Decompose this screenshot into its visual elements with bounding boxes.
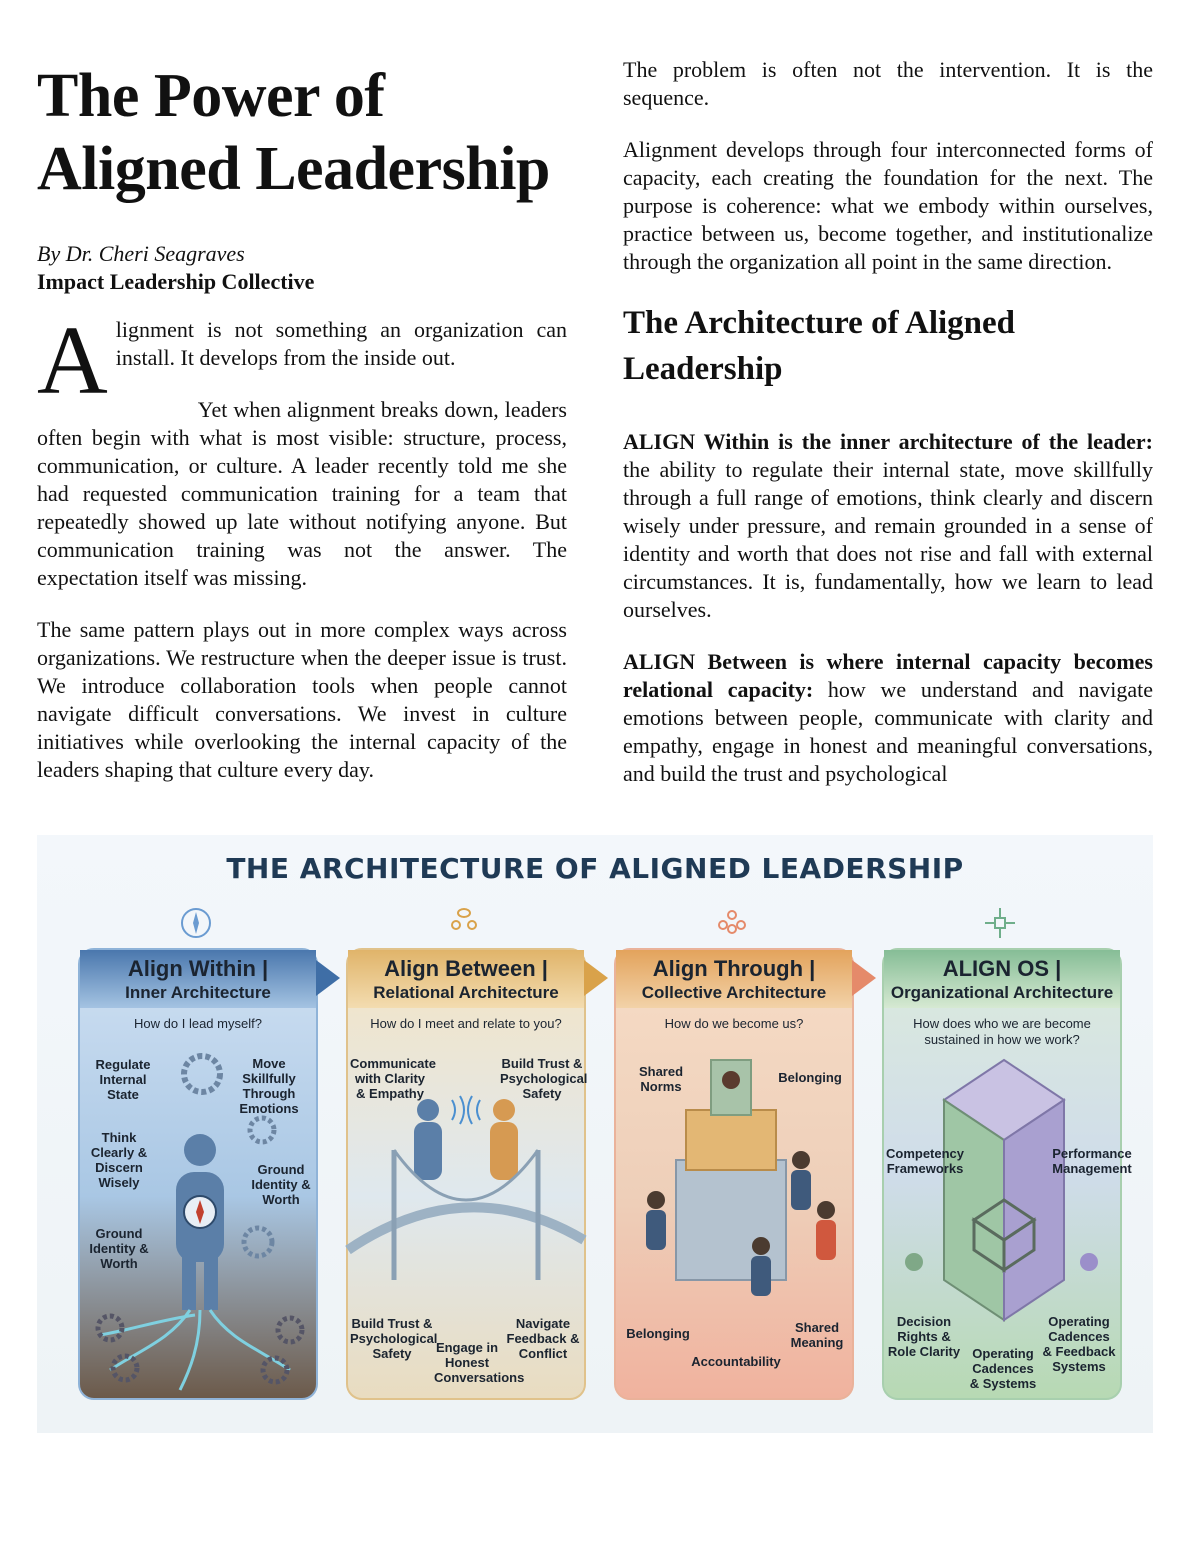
paragraph-intro	[37, 307, 567, 415]
label-shared-meaning: Shared Meaning	[790, 1320, 844, 1350]
label-accountability: Accountability	[691, 1354, 781, 1369]
section-heading: The Architecture of Aligned Leadership	[623, 305, 1016, 387]
label-think-clearly: Think Clearly & Discern Wisely	[90, 1130, 148, 1190]
paragraph-pattern: The same pattern plays out in more complex ways across organizations. We restructure when the deeper issue is trust. We introduce collaboration tools when people cannot navigate difficult conversations. We invest in culture initiatives while overlooking the internal capacity of the leaders shaping that culture every day.	[37, 617, 567, 782]
label-build-trust-top: Build Trust & Psychological Safety	[500, 1056, 588, 1101]
align-within-lead: ALIGN Within is the inner architecture of the leader:	[623, 429, 1153, 454]
label-regulate-internal-state: Regulate Internal State	[95, 1057, 151, 1102]
panel-align-between	[346, 948, 586, 1400]
compass-icon	[178, 905, 214, 941]
architecture-infographic	[37, 835, 1153, 1433]
paragraph-align-between	[623, 648, 1153, 788]
panel-between-question: How do I meet and relate to you?	[370, 1016, 562, 1031]
panel-os-subtitle: Organizational Architecture	[890, 983, 1114, 1002]
left-column	[37, 60, 567, 808]
paragraph-coherence: Alignment develops through four interconnected forms of capacity, each creating the foundation for the next. The purpose is coherence: what we embody within ourselves, practice between us, become together, and institutionalize through the organization all point in the same direction.	[623, 137, 1153, 274]
label-communicate-clarity: Communicate with Clarity & Empathy	[350, 1056, 436, 1101]
label-move-skillfully: Move Skillfully Through Emotions	[239, 1056, 299, 1116]
label-belonging-top: Belonging	[778, 1070, 842, 1085]
arrow-between-to-through	[584, 960, 608, 996]
label-engage-honest: Engage in Honest Conversations	[434, 1340, 525, 1385]
label-performance-management: Performance Management	[1052, 1146, 1132, 1176]
author-organization: Impact Leadership Collective	[37, 269, 315, 294]
align-within-body: the ability to regulate their internal state, move skillfully through a full range of emotions, think clearly and discern wisely under pressure, and remain grounded in a sense of identity and worth that does not rise and fall with external circumstances. It is, fundamentally, how we learn to lead ourselves.	[623, 457, 1153, 622]
label-ground-identity-right: Ground Identity & Worth	[251, 1162, 311, 1207]
label-ground-identity-left: Ground Identity & Worth	[89, 1226, 149, 1271]
panel-within-subtitle: Inner Architecture	[125, 983, 271, 1002]
label-shared-norms: Shared Norms	[638, 1064, 684, 1094]
align-between-lead: ALIGN Between is where internal capacity becomes relational capacity:	[623, 649, 1153, 702]
label-belonging-bottom: Belonging	[626, 1326, 690, 1341]
panel-align-within	[78, 948, 318, 1400]
panel-align-os	[882, 948, 1132, 1400]
paragraph-breakdown: Yet when alignment breaks down, leaders often begin with what is most visible: structure, process, communication, or culture. A leader recently told me she had requested communication training for a team that repeatedly showed up late without notifying anyone. But communication training was not the answer. The expectation itself was missing.	[37, 397, 567, 590]
panel-between-title: Align Between |	[384, 956, 548, 981]
group-people-icon	[714, 905, 750, 941]
byline: By Dr. Cheri Seagraves	[37, 241, 245, 266]
panel-through-title: Align Through |	[652, 956, 816, 981]
panel-os-title: ALIGN OS |	[942, 956, 1062, 981]
label-operating-cadences-feedback: Operating Cadences & Feedback Systems	[1042, 1314, 1116, 1374]
network-icon	[982, 905, 1018, 941]
right-column	[623, 56, 1153, 788]
panel-align-through	[614, 948, 854, 1400]
panel-os-question: How does who we are become sustained in how we work?	[913, 1016, 1091, 1047]
paragraph-sequence: The problem is often not the intervention. It is the sequence.	[623, 57, 1153, 110]
arrow-within-to-between	[316, 960, 340, 996]
title-line-1: The Power of	[37, 62, 385, 130]
arrow-through-to-os	[852, 960, 876, 996]
conversation-people-icon	[446, 905, 482, 941]
label-navigate-feedback: Navigate Feedback & Conflict	[506, 1316, 580, 1361]
panel-within-title: Align Within |	[127, 956, 269, 981]
panel-through-question: How do we become us?	[664, 1016, 804, 1031]
paragraph-align-within	[623, 428, 1153, 624]
title-line-2: Aligned Leadership	[37, 135, 550, 203]
label-operating-cadences: Operating Cadences & Systems	[969, 1346, 1037, 1391]
label-build-trust-bottom: Build Trust & Psychological Safety	[350, 1316, 438, 1361]
paragraph-intro-text: lignment is not something an organization can install. It develops from the inside out.	[115, 317, 567, 370]
infographic-title: THE ARCHITECTURE OF ALIGNED LEADERSHIP	[226, 852, 964, 885]
panel-within-question: How do I lead myself?	[134, 1016, 262, 1031]
label-decision-rights: Decision Rights & Role Clarity	[887, 1314, 961, 1359]
article-title	[37, 60, 567, 206]
label-competency-frameworks: Competency Frameworks	[885, 1146, 965, 1176]
panel-between-subtitle: Relational Architecture	[373, 983, 559, 1002]
panel-through-subtitle: Collective Architecture	[641, 983, 827, 1002]
align-between-body: how we understand and navigate emotions between people, communicate with clarity and empathy, engage in honest and meaningful conversations, and build the trust and psychological	[623, 677, 1154, 786]
drop-cap: A	[37, 307, 108, 415]
